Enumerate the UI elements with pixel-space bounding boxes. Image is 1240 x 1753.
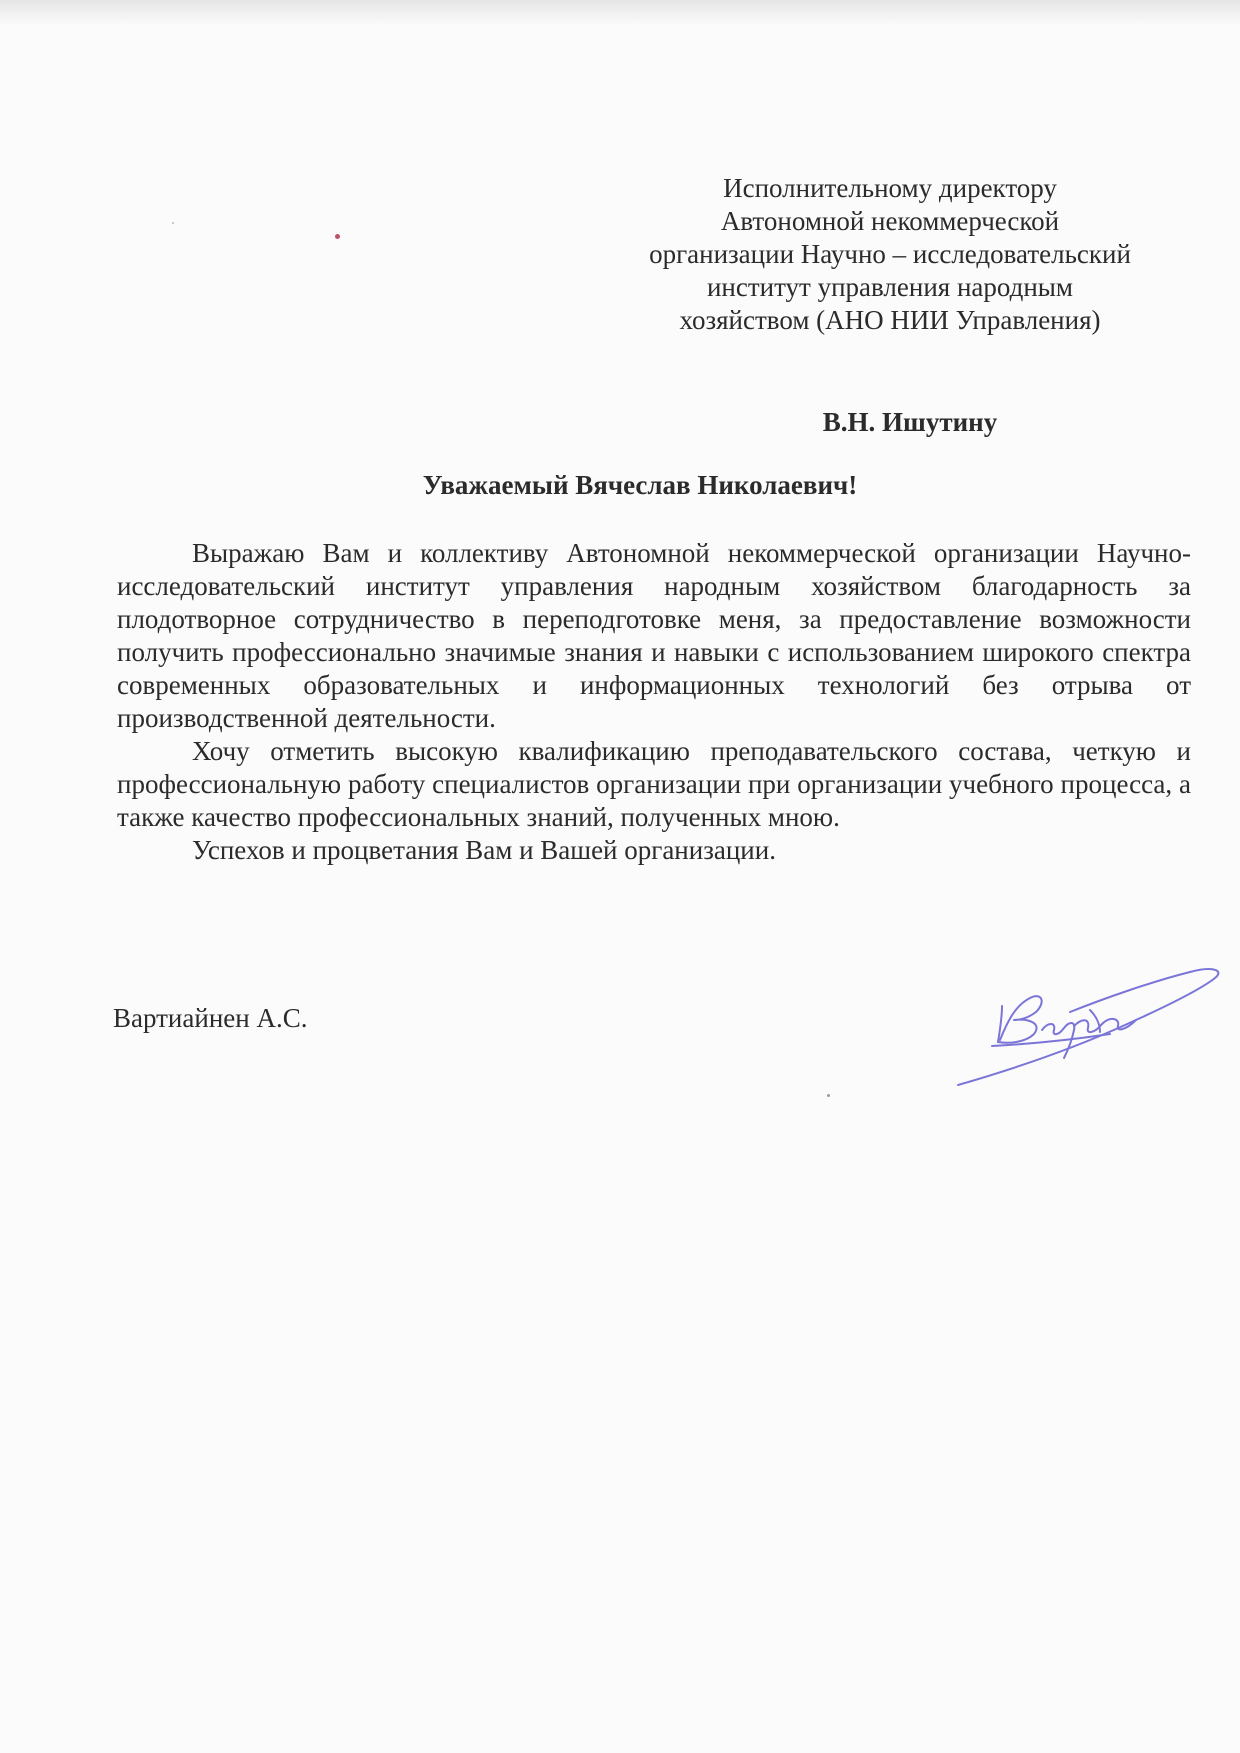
body-paragraph: Хочу отметить высокую квалификацию преподавательского состава, четкую и профессиональную работу специалистов организации при организации учебного процесса, а также качество профессиональных знаний, полученных мною. [117, 736, 1191, 832]
sender-name: Вартиайнен А.С. [113, 1003, 308, 1033]
salutation: Уважаемый Вячеслав Николаевич! [422, 470, 858, 500]
scan-speck [335, 234, 340, 239]
addressee-line: хозяйством (АНО НИИ Управления) [679, 305, 1101, 335]
recipient-name: В.Н. Ишутину [822, 407, 998, 437]
addressee-block [600, 172, 1180, 337]
handwritten-signature [950, 960, 1230, 1090]
letter-body [117, 537, 1191, 867]
body-paragraph: Успехов и процветания Вам и Вашей организации. [192, 835, 776, 865]
addressee-line: институт управления народным [706, 272, 1074, 302]
scan-edge-shadow [0, 0, 1240, 26]
scan-speck [827, 1094, 830, 1097]
addressee-line: Исполнительному директору [723, 173, 1057, 203]
scan-speck [172, 222, 174, 224]
body-paragraph: Выражаю Вам и коллективу Автономной некоммерческой организации Научно-исследовательский институт управления народным хозяйством благодарность за плодотворное сотрудничество в переподготовке меня, за предоставление возможности получить профессионально значимые знания и навыки с использованием широкого спектра современных образовательных и информационных технологий без отрыва от производственной деятельности. [117, 538, 1191, 733]
addressee-line: Автономной некоммерческой [720, 206, 1060, 236]
addressee-line: организации Научно – исследовательский [649, 239, 1131, 269]
